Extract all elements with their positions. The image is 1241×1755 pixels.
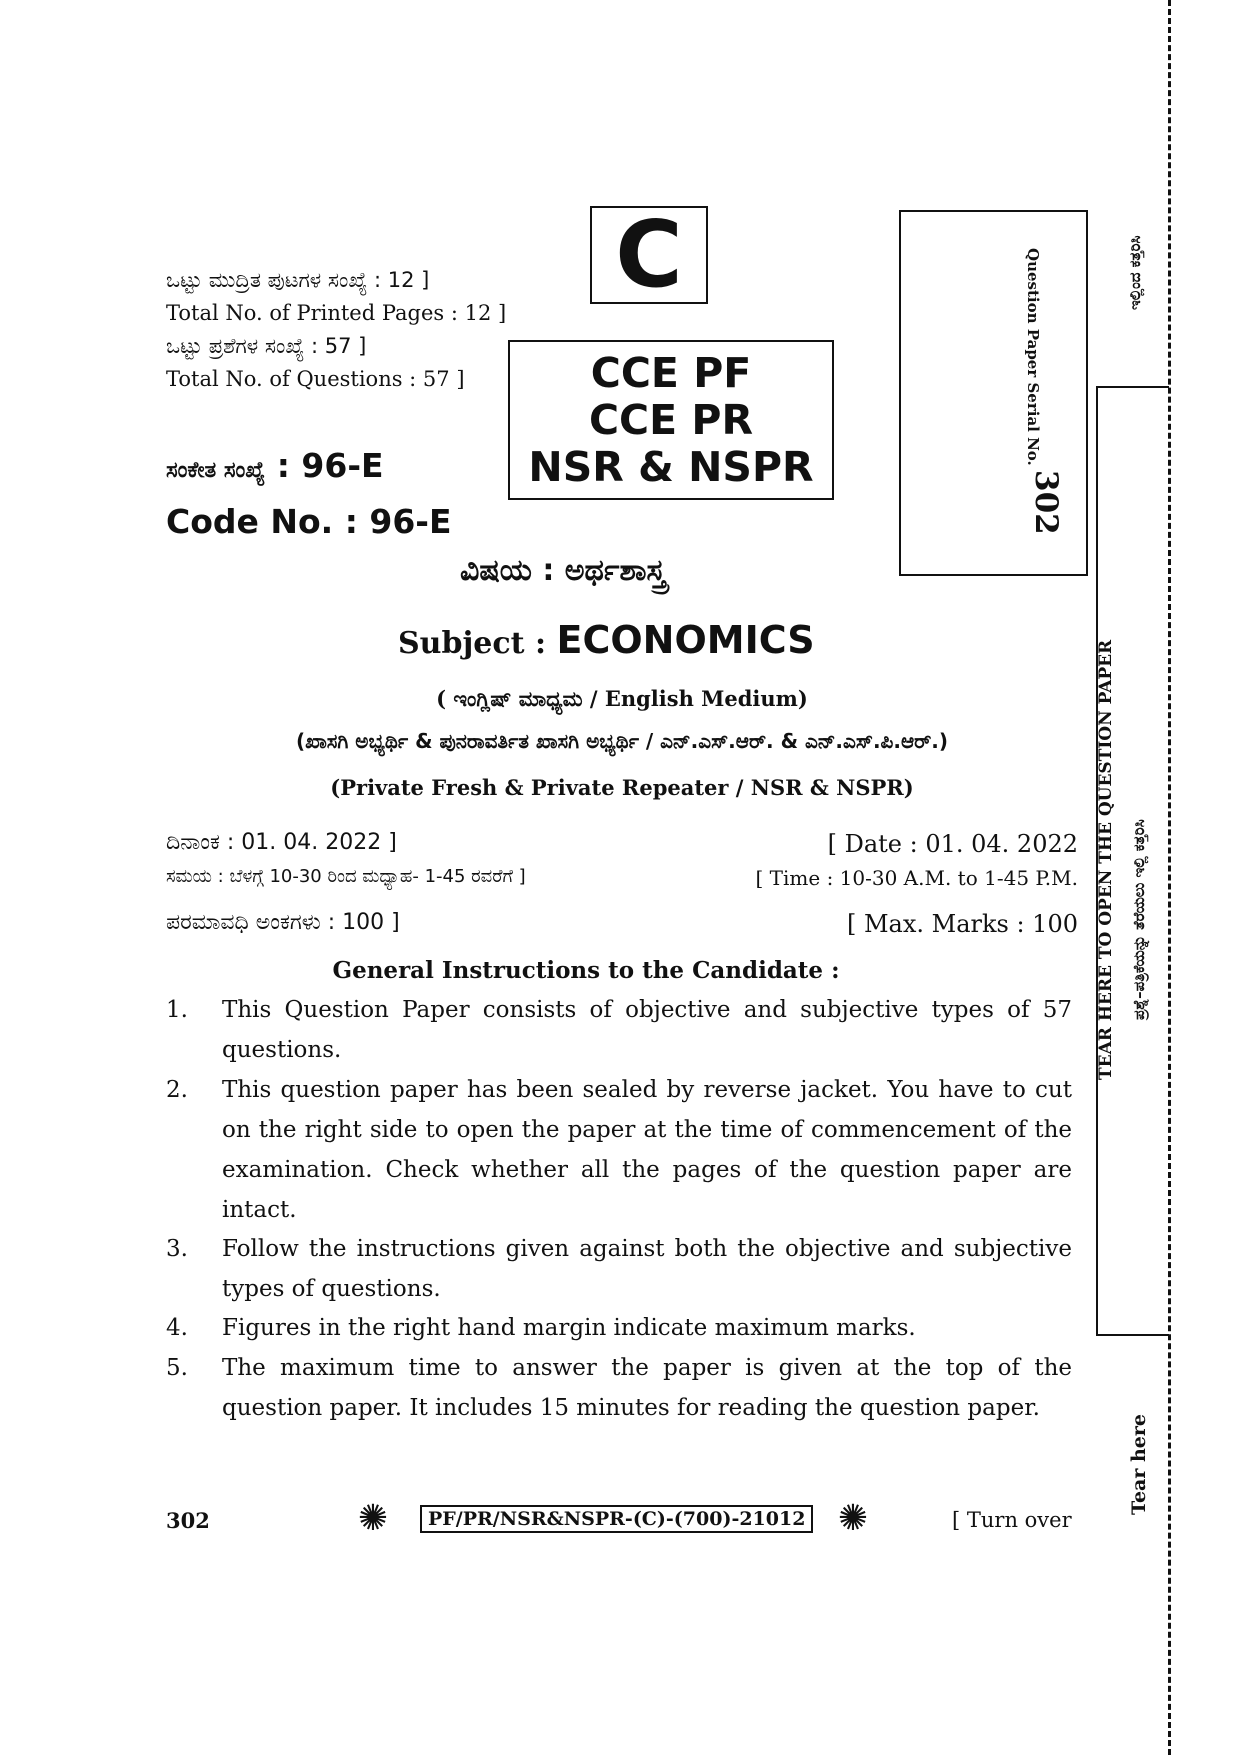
candidates-en: (Private Fresh & Private Repeater / NSR & NSPR) [330,775,914,800]
instruction-text: This question paper has been sealed by reverse jacket. You have to cut on the right side to open the paper at the time of commencement of the examination. Check whether all the pages of the question paper are intact. [222,1077,1072,1223]
tear-here-instruction-kn: ಪ್ರಶ್ನೆ–ಪತ್ರಿಕೆಯನ್ನು ತೆರೆಯಲು ಇಲ್ಲಿ ಕತ್ತರಿಸಿ [1130,819,1148,1021]
subject-label: Subject : [398,626,547,661]
subject-name: ECONOMICS [556,618,815,662]
instructions-heading: General Instructions to the Candidate : [332,957,840,984]
serial-number: 302 [1028,470,1064,535]
instruction-item [166,1229,1072,1309]
tear-here-label: Tear here [1128,1414,1150,1516]
instruction-number: 3. [166,1236,188,1262]
max-marks-en: [ Max. Marks : 100 [846,910,1078,938]
instruction-text: Figures in the right hand margin indicate maximum marks. [222,1315,916,1341]
tear-here-instruction-en: TEAR HERE TO OPEN THE QUESTION PAPER [1096,639,1116,1081]
date-kn: ದಿನಾಂಕ : 01. 04. 2022 ] [166,830,397,855]
star-icon: ✺ [837,1498,869,1539]
instruction-item [166,1308,1072,1348]
cut-here-kn: ಇಲ್ಲಿಂದ ಕತ್ತರಿಸಿ [1126,235,1144,311]
instruction-text: Follow the instructions given against both the objective and subjective types of questions. [222,1236,1072,1302]
serial-number-label: Question Paper Serial No. [1024,248,1042,466]
printed-pages-en: Total No. of Printed Pages : 12 ] [166,301,507,325]
instruction-text: This Question Paper consists of objective and subjective types of 57 questions. [222,997,1072,1063]
printed-pages-kn: ಒಟ್ಟು ಮುದ್ರಿತ ಪುಟಗಳ ಸಂಖ್ಯೆ : 12 ] [166,268,430,292]
turn-over: [ Turn over [952,1508,1072,1532]
total-questions-kn: ಒಟ್ಟು ಪ್ರಶೆಗಳ ಸಂಖ್ಯೆ : 57 ] [166,334,367,358]
code-number-kn-label: ಸಂಕೇತ ಸಂಖ್ಯೆ [166,458,266,483]
exam-type-nsr: NSR & NSPR [528,443,814,491]
instruction-item [166,990,1072,1070]
time-row [166,866,1078,890]
instruction-number: 4. [166,1315,188,1341]
marks-row [166,910,1078,938]
subject-kn: ವಿಷಯ : ಅರ್ಥಶಾಸ್ತ್ರ [460,553,666,588]
date-en: [ Date : 01. 04. 2022 [827,830,1078,858]
medium: ( ಇಂಗ್ಲಿಷ್ ಮಾಧ್ಯಮ / English Medium) [436,686,808,711]
subject-en [398,618,815,662]
candidates-kn: (ಖಾಸಗಿ ಅಭ್ಯರ್ಥಿ & ಪುನರಾವರ್ತಿತ ಖಾಸಗಿ ಅಭ್ಯರ್ಥಿ / ಎನ್.ಎಸ್.ಆರ್. & ಎನ್.ಎಸ್.ಪಿ.ಆರ್.) [296,729,948,753]
exam-type-pr: CCE PR [588,396,754,444]
exam-type-pf: CCE PF [590,349,752,397]
total-questions-en: Total No. of Questions : 57 ] [166,367,465,391]
max-marks-kn: ಪರಮಾವಧಿ ಅಂಕಗಳು : 100 ] [166,910,400,935]
instruction-number: 5. [166,1355,188,1381]
question-set-badge: C [590,206,708,304]
instruction-item [166,1070,1072,1230]
code-number-kn-value: : 96-E [276,446,384,485]
code-number-kn [166,446,384,485]
time-en: [ Time : 10-30 A.M. to 1-45 P.M. [755,866,1078,890]
footer-paper-code: PF/PR/NSR&NSPR-(C)-(700)-21012 [420,1505,813,1533]
time-kn: ಸಮಯ : ಬೆಳಗ್ಗೆ 10-30 ರಿಂದ ಮಧ್ಯಾಹ- 1-45 ರವರೆಗೆ ] [166,866,526,887]
exam-types-box [508,340,834,500]
star-icon: ✺ [357,1498,389,1539]
code-number-en: Code No. : 96-E [166,502,452,541]
instruction-text: The maximum time to answer the paper is given at the top of the question paper. It includes 15 minutes for reading the question paper. [222,1355,1072,1421]
instruction-item [166,1348,1072,1428]
instruction-number: 2. [166,1077,188,1103]
date-row [166,830,1078,858]
footer-page-number: 302 [166,1508,210,1533]
instruction-number: 1. [166,997,188,1023]
